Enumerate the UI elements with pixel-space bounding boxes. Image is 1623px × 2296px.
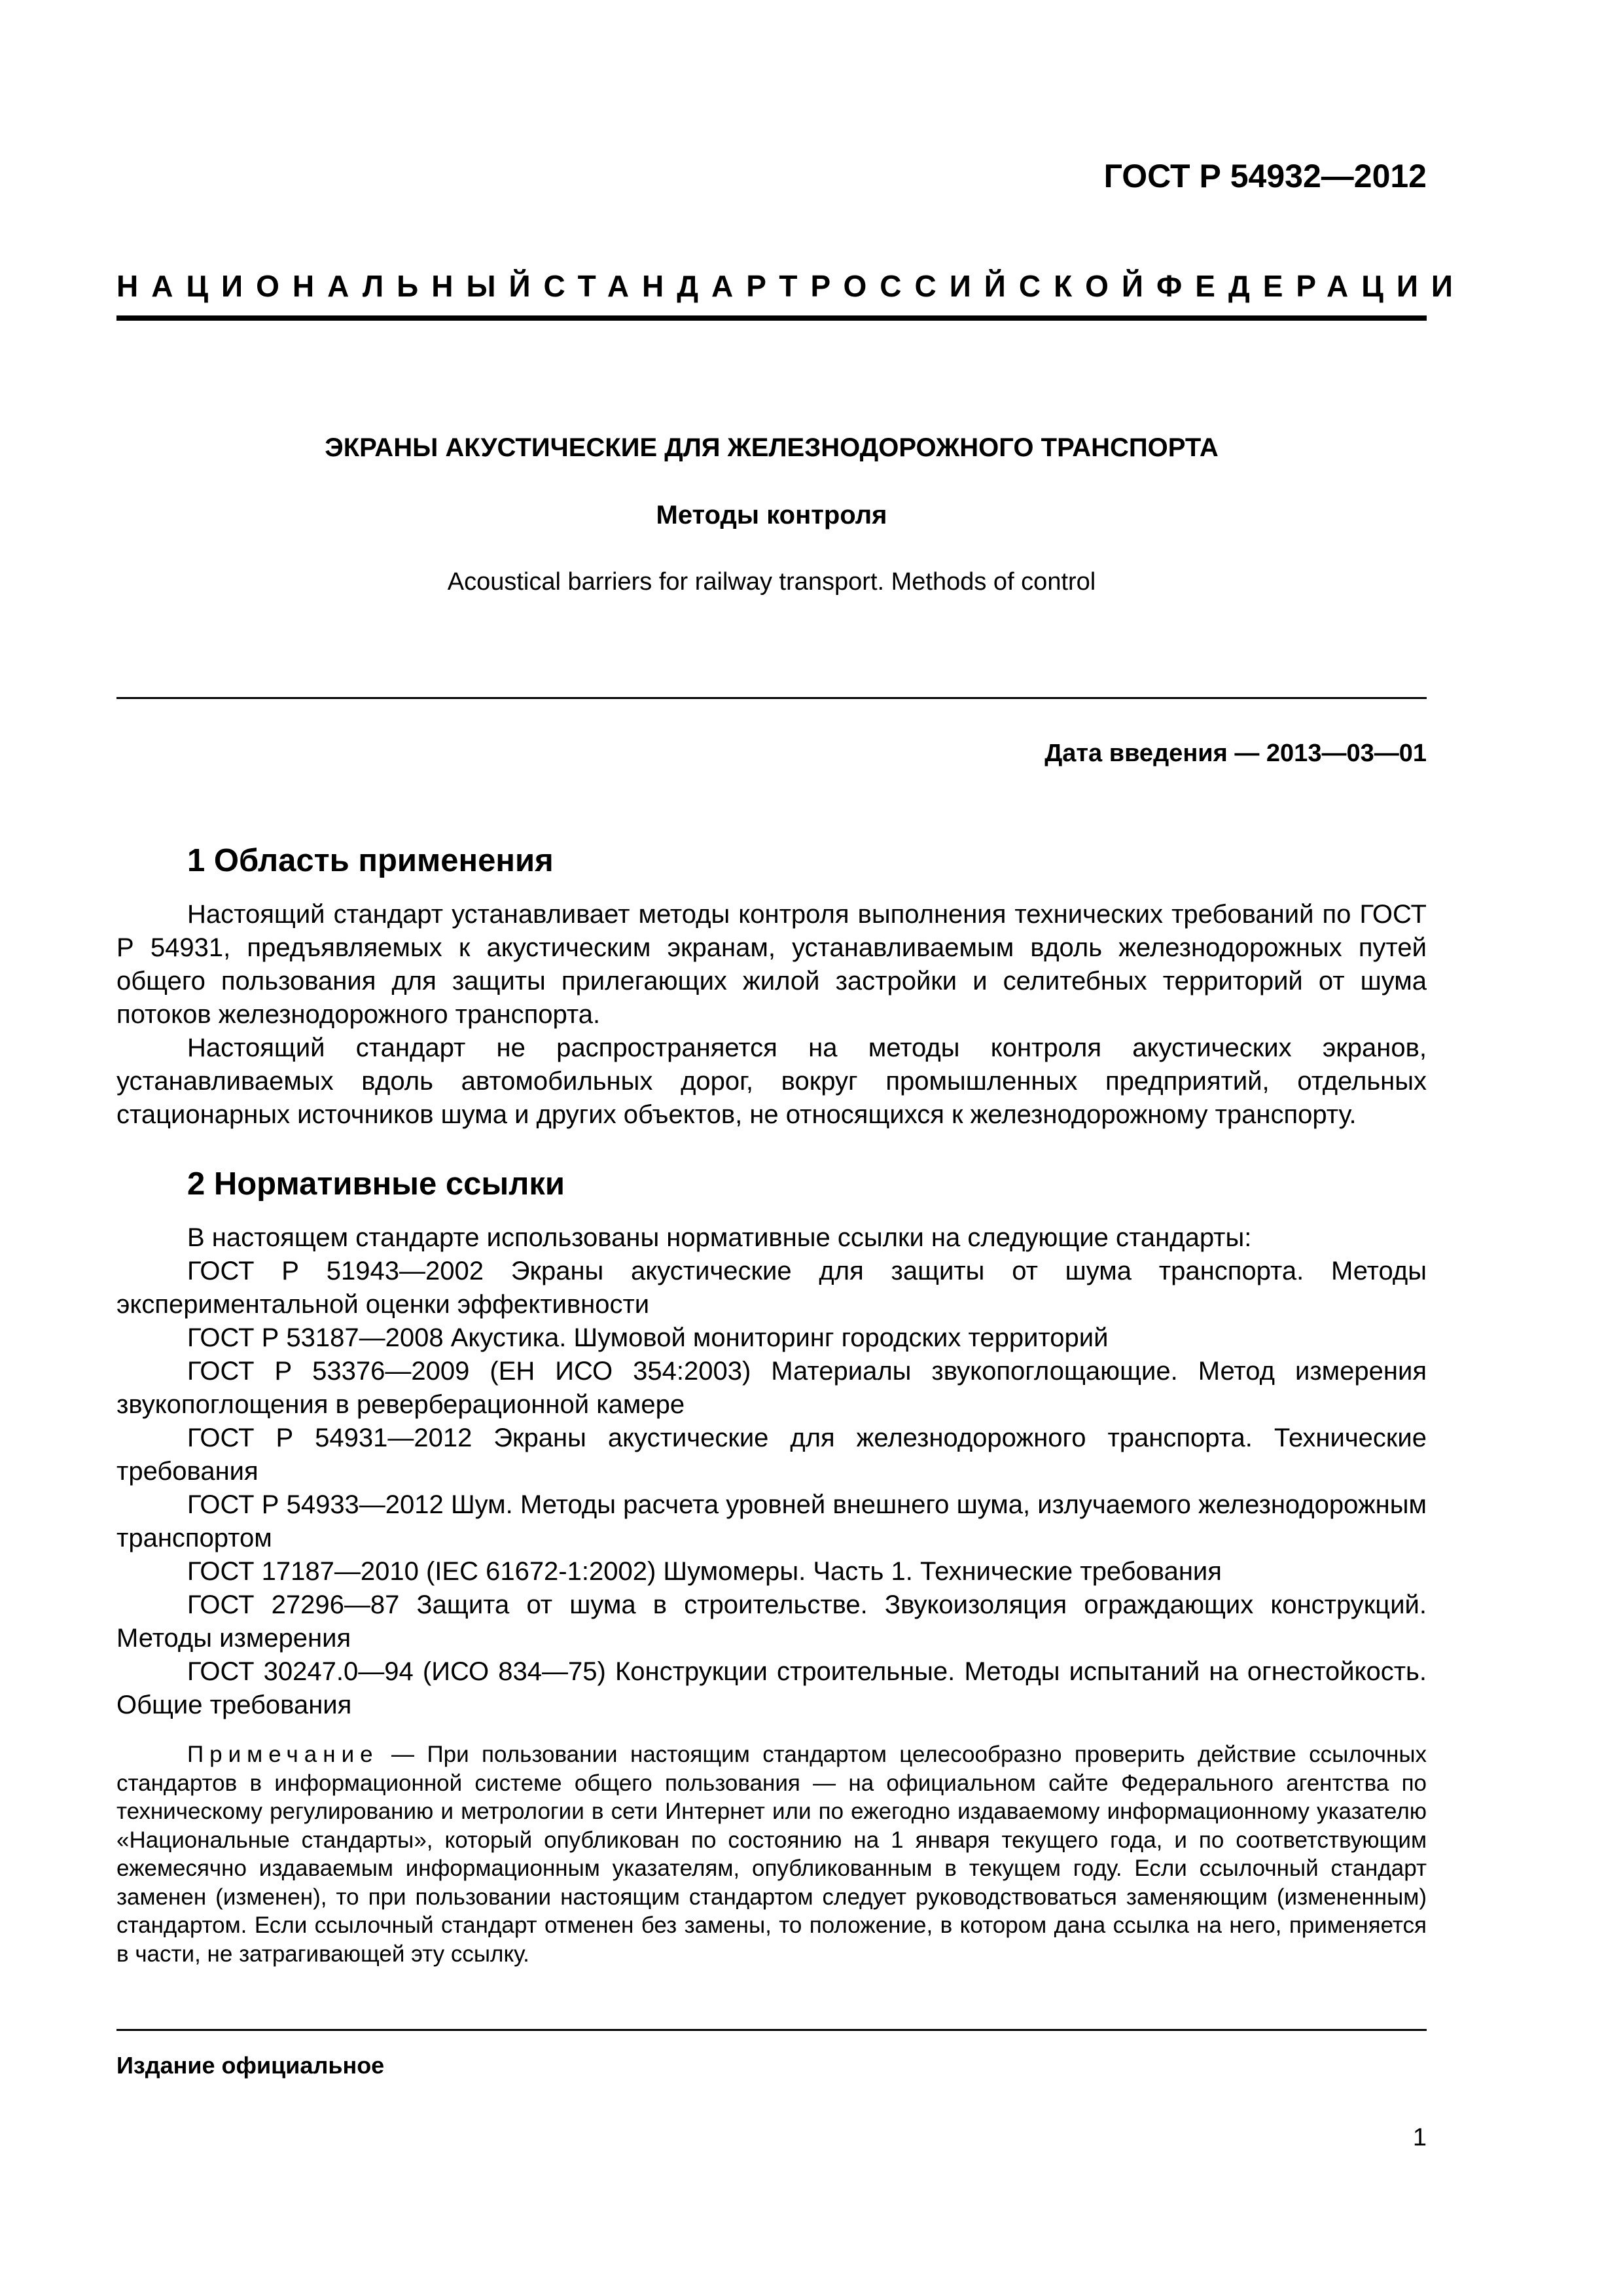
banner-word: НАЦИОНАЛЬНЫЙ <box>116 269 544 303</box>
reference-item: ГОСТ Р 54933—2012 Шум. Методы расчета уровней внешнего шума, излучаемого железнодорожным транспортом <box>116 1490 1427 1552</box>
paragraph: В настоящем стандарте использованы нормативные ссылки на следующие стандарты: <box>187 1223 1252 1252</box>
english-title: Acoustical barriers for railway transport. Methods of control <box>447 568 1096 596</box>
reference-item: ГОСТ Р 51943—2002 Экраны акустические для защиты от шума транспорта. Методы экспериментальной оценки эффективности <box>116 1257 1427 1319</box>
reference-item: ГОСТ 30247.0—94 (ИСО 834—75) Конструкции строительные. Методы испытаний на огнестойкость. Общие требования <box>116 1657 1427 1719</box>
paragraph: Настоящий стандарт не распространяется на методы контроля акустических экранов, устанавливаемых вдоль автомобильных дорог, вокруг промышленных предприятий, отдельных стационарных источников шума и других объектов, не относящихся к железнодорожному транспорту. <box>116 1033 1427 1129</box>
reference-item: ГОСТ 27296—87 Защита от шума в строительстве. Звукоизоляция ограждающих конструкций. Методы измерения <box>116 1590 1427 1653</box>
national-standard-banner <box>116 268 1466 304</box>
reference-item: ГОСТ Р 53376—2009 (ЕН ИСО 354:2003) Материалы звукопоглощающие. Метод измерения звукопоглощения в реверберационной камере <box>116 1357 1427 1419</box>
banner-word: РОССИЙСКОЙ <box>810 269 1156 303</box>
official-edition-label: Издание официальное <box>116 2052 385 2079</box>
section-heading: 2 Нормативные ссылки <box>187 1166 565 1202</box>
banner-word: ФЕДЕРАЦИИ <box>1156 269 1466 303</box>
footer-rule <box>116 2029 1427 2031</box>
reference-item: ГОСТ 17187—2010 (IEC 61672-1:2002) Шумомеры. Часть 1. Технические требования <box>187 1557 1222 1586</box>
standard-code: ГОСТ Р 54932—2012 <box>1103 158 1427 194</box>
page-number: 1 <box>1412 2124 1427 2151</box>
title-rule <box>116 697 1427 699</box>
reference-item: ГОСТ Р 53187—2008 Акустика. Шумовой мониторинг городских территорий <box>187 1323 1109 1352</box>
main-content <box>116 838 1427 1968</box>
section-heading: 1 Область применения <box>187 843 554 878</box>
paragraph: Настоящий стандарт устанавливает методы контроля выполнения технических требований по ГОСТ Р 54931, предъявляемых к акустическим экранам, устанавливаемым вдоль железнодорожных путей общего пользования для защиты прилегающих жилой застройки и селитебных территорий от шума потоков железнодорожного транспорта. <box>116 900 1427 1029</box>
introduction-date: Дата введения — 2013—03—01 <box>1044 740 1427 767</box>
note <box>116 1740 1427 1968</box>
document-subtitle: Методы контроля <box>656 501 887 529</box>
banner-word: СТАНДАРТ <box>543 269 811 303</box>
note-text: — При пользовании настоящим стандартом целесообразно проверить действие ссылочных стандартов в информационной системе общего пользования — на официальном сайте Федерального агентства по техническому регулированию и метрологии в сети Интернет или по ежегодно издаваемому информационному указателю «Национальные стандарты», который опубликован по состоянию на 1 января текущего года, и по соответствующим ежемесячно издаваемым информационным указателям, опубликованным в текущем году. Если ссылочный стандарт заменен (изменен), то при пользовании настоящим стандартом следует руководствоваться заменяющим (измененным) стандартом. Если ссылочный стандарт отменен без замены, то положение, в котором дана ссылка на него, применяется в части, не затрагивающей эту ссылку. <box>116 1742 1427 1967</box>
document-title: ЭКРАНЫ АКУСТИЧЕСКИЕ ДЛЯ ЖЕЛЕЗНОДОРОЖНОГО ТРАНСПОРТА <box>325 433 1219 462</box>
note-label: Примечание <box>187 1742 379 1767</box>
header-rule <box>116 315 1427 321</box>
reference-item: ГОСТ Р 54931—2012 Экраны акустические для железнодорожного транспорта. Технические требования <box>116 1424 1427 1486</box>
